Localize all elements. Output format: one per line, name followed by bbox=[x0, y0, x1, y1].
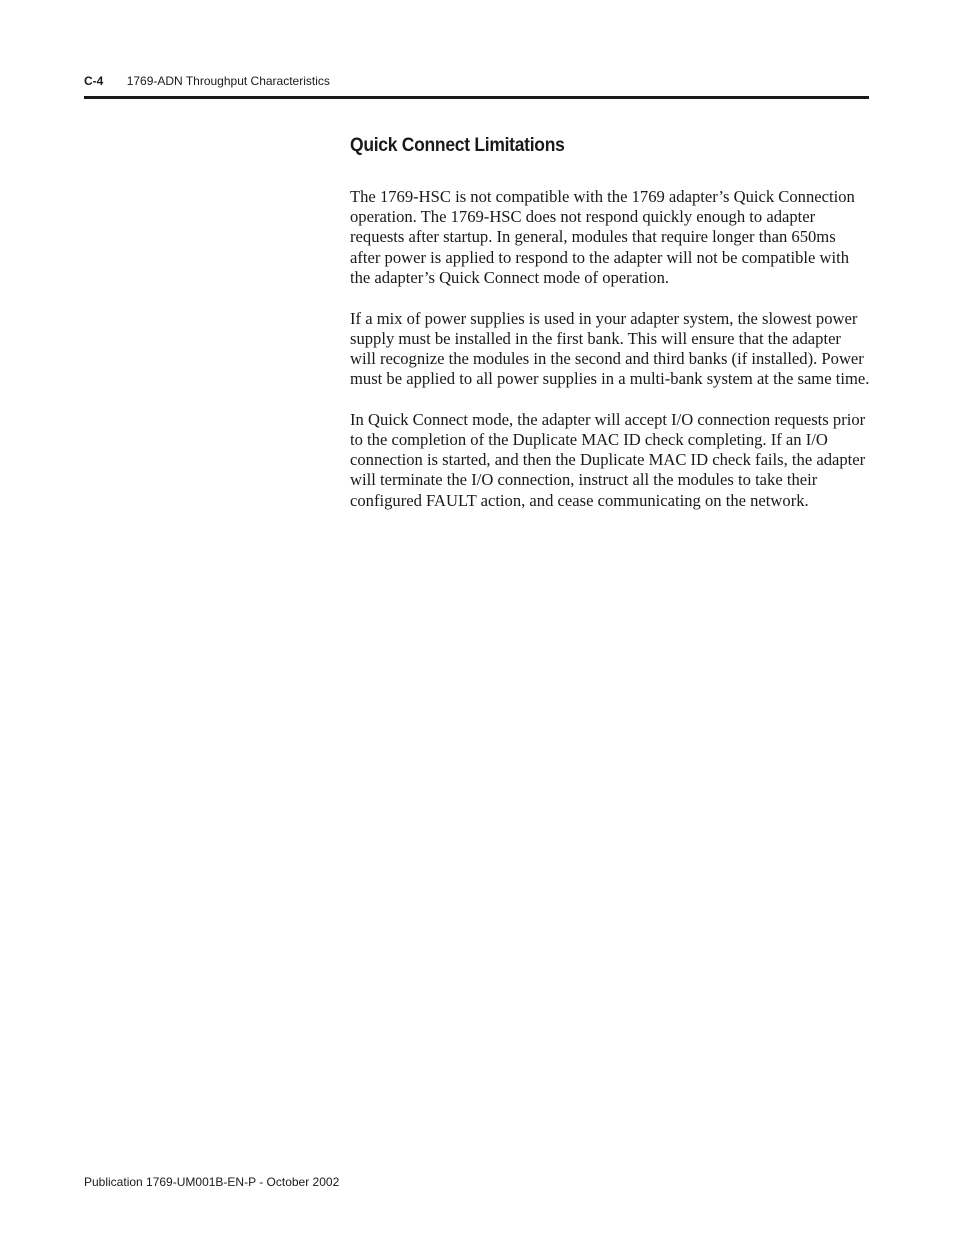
body-paragraph: In Quick Connect mode, the adapter will accept I/O connection requests prior to the completion of the Duplicate MAC ID check completing. If an I/O connection is started, and then the Duplicate MAC ID check fails, the adapter will terminate the I/O connection, instruct all the modules to take their configured FAULT action, and cease communicating on the network. bbox=[350, 409, 866, 510]
publication-footer: Publication 1769-UM001B-EN-P - October 2002 bbox=[84, 1175, 340, 1189]
section-heading: Quick Connect Limitations bbox=[350, 135, 565, 156]
chapter-title: 1769-ADN Throughput Characteristics bbox=[126, 74, 330, 88]
section-content bbox=[350, 134, 870, 531]
page-number: C-4 bbox=[84, 74, 104, 88]
header-rule bbox=[84, 96, 869, 99]
body-paragraph: If a mix of power supplies is used in your adapter system, the slowest power supply must be installed in the first bank. This will ensure that the adapter will recognize the modules in the second and third banks (if installed). Power must be applied to all power supplies in a multi-bank system at the same time. bbox=[350, 308, 870, 389]
running-header bbox=[84, 73, 330, 89]
body-paragraph: The 1769-HSC is not compatible with the 1769 adapter’s Quick Connection operation. The 1769-HSC does not respond quickly enough to adapter requests after startup. In general, modules that require longer than 650ms after power is applied to respond to the adapter will not be compatible with the adapter’s Quick Connect mode of operation. bbox=[350, 187, 855, 287]
